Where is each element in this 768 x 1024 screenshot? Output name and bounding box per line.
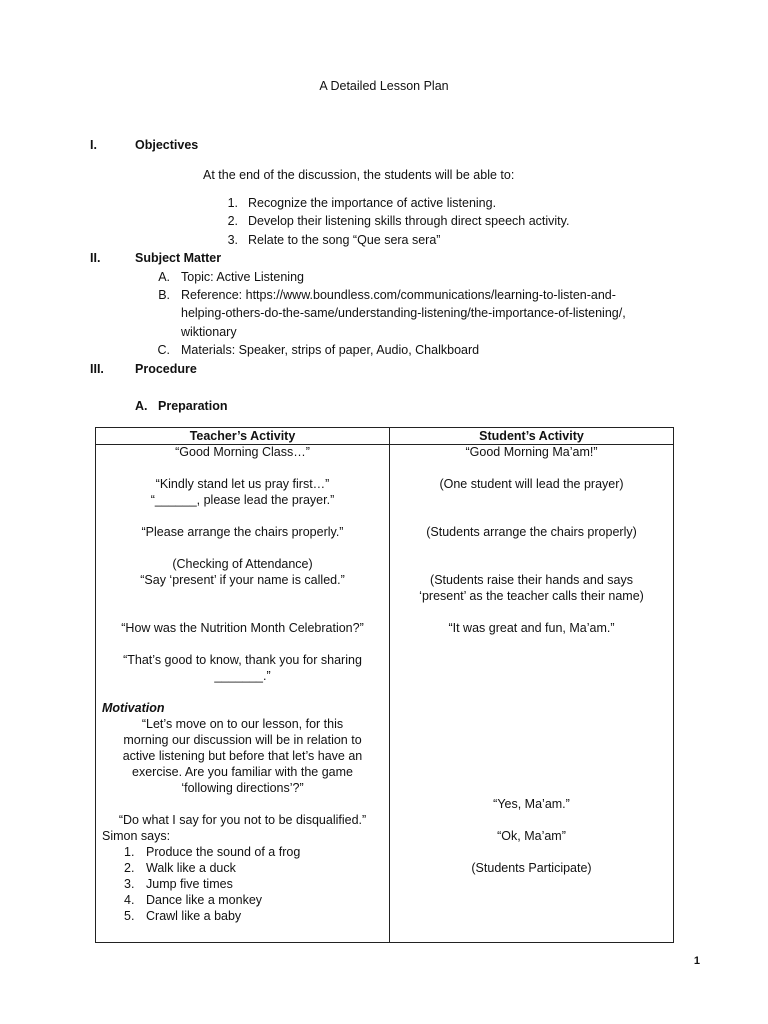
objective-item: Develop their listening skills through direct speech activity. [248, 214, 570, 228]
simon-says-label: Simon says: [102, 829, 171, 843]
objective-item: Relate to the song “Que sera sera” [248, 233, 441, 247]
objectives-intro: At the end of the discussion, the students will be able to: [203, 168, 515, 182]
subject-materials: Materials: Speaker, strips of paper, Audio, Chalkboard [181, 343, 480, 357]
student-line: “Good Morning Ma’am!” [465, 445, 598, 459]
procedure-letter: A. [135, 399, 148, 413]
student-line: (One student will lead the prayer) [439, 477, 624, 491]
teacher-line: “Please arrange the chairs properly.” [141, 525, 344, 539]
subject-reference: Reference: https://www.boundless.com/communications/learning-to-listen-and- [181, 288, 616, 302]
teacher-line: “That’s good to know, thank you for sharing [123, 653, 362, 667]
simon-says-item [124, 861, 236, 875]
teacher-line: “How was the Nutrition Month Celebration?” [121, 621, 364, 635]
activity-table [95, 427, 674, 943]
student-line: “Yes, Ma’am.” [493, 797, 570, 811]
simon-says-item [124, 877, 233, 891]
student-line: (Students Participate) [471, 861, 592, 875]
objective-item: Recognize the importance of active listening. [248, 196, 497, 210]
item-text: Jump five times [146, 877, 233, 891]
directions-line: “Do what I say for you not to be disqualified.” [118, 813, 367, 827]
objective-number: 1. [227, 196, 238, 210]
teacher-line: “______, please lead the prayer.” [150, 493, 335, 507]
teacher-line: “Kindly stand let us pray first…” [155, 477, 330, 491]
item-text: Walk like a duck [146, 861, 236, 875]
motivation-line: active listening but before that let’s have an [122, 749, 363, 763]
item-text: Produce the sound of a frog [146, 845, 301, 859]
section-numeral-3: III. [90, 362, 104, 376]
student-line: ‘present’ as the teacher calls their name) [419, 589, 644, 603]
section-heading-objectives: Objectives [135, 138, 199, 152]
teacher-line: (Checking of Attendance) [172, 557, 313, 571]
student-line: “It was great and fun, Ma’am.” [448, 621, 615, 635]
section-heading-subject-matter: Subject Matter [135, 251, 222, 265]
item-number: 5. [124, 909, 135, 923]
item-number: 4. [124, 893, 135, 907]
student-line: (Students raise their hands and says [430, 573, 633, 587]
section-heading-procedure: Procedure [135, 362, 197, 376]
motivation-line: ‘following directions’?” [181, 781, 304, 795]
simon-says-item [124, 909, 241, 923]
subject-letter: B. [158, 288, 170, 302]
subject-letter: A. [158, 270, 170, 284]
teacher-line: “Say ‘present’ if your name is called.” [140, 573, 345, 587]
section-numeral-1: I. [90, 138, 97, 152]
simon-says-item [124, 893, 262, 907]
procedure-preparation: Preparation [158, 399, 228, 413]
simon-says-item [124, 845, 300, 859]
motivation-line: morning our discussion will be in relation to [123, 733, 362, 747]
teacher-line: _______.” [214, 669, 271, 683]
subject-reference-line3: wiktionary [181, 325, 237, 339]
motivation-line: “Let’s move on to our lesson, for this [141, 717, 344, 731]
subject-letter: C. [157, 343, 170, 357]
objective-number: 2. [227, 214, 238, 228]
teacher-activity-header: Teacher’s Activity [96, 428, 390, 445]
motivation-heading: Motivation [102, 701, 165, 715]
objective-number: 3. [227, 233, 238, 247]
teacher-line: “Good Morning Class…” [175, 445, 310, 459]
student-activity-header: Student’s Activity [390, 428, 674, 445]
item-number: 2. [124, 861, 135, 875]
subject-topic: Topic: Active Listening [181, 270, 304, 284]
item-number: 3. [124, 877, 135, 891]
subject-reference-line2: helping-others-do-the-same/understanding-listening/the-importance-of-listening/, [181, 306, 626, 320]
item-text: Dance like a monkey [146, 893, 263, 907]
section-numeral-2: II. [90, 251, 101, 265]
student-activity-cell [390, 445, 674, 943]
page-number: 1 [693, 955, 700, 967]
item-text: Crawl like a baby [146, 909, 242, 923]
teacher-activity-cell [96, 445, 390, 943]
motivation-line: exercise. Are you familiar with the game [132, 765, 353, 779]
document-title: A Detailed Lesson Plan [319, 79, 449, 93]
student-line: “Ok, Ma’am” [497, 829, 566, 843]
student-line: (Students arrange the chairs properly) [426, 525, 637, 539]
item-number: 1. [124, 845, 135, 859]
